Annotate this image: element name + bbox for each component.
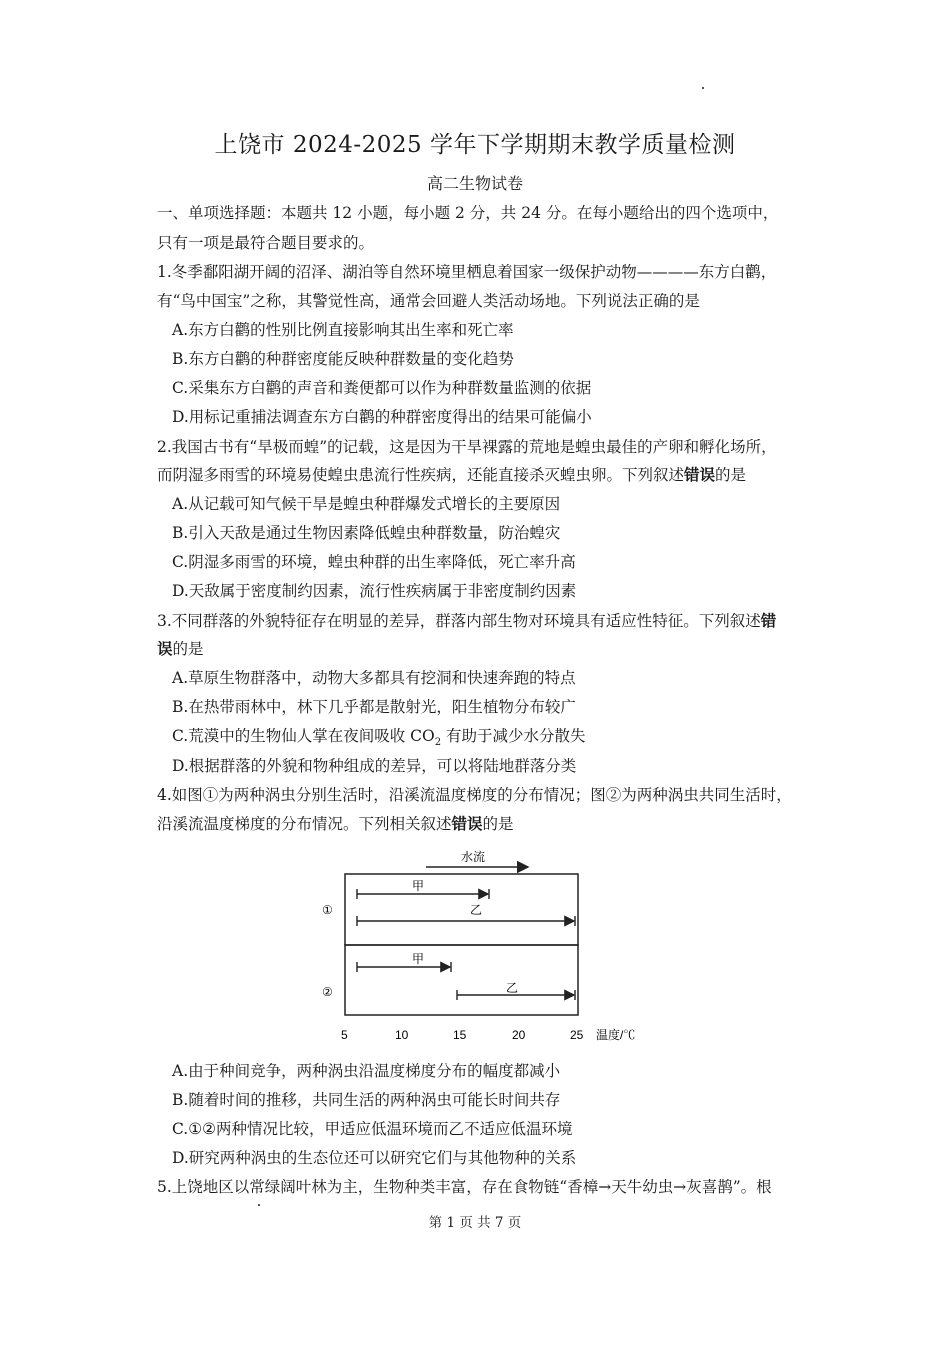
q3-option-d: D.根据群落的外貌和物种组成的差异，可以将陆地群落分类 <box>172 757 577 775</box>
q4-stem-text: 沿溪流温度梯度的分布情况。下列相关叙述 <box>157 815 452 833</box>
flatworm-distribution-figure <box>300 840 650 1045</box>
q4-stem-line2 <box>157 812 810 834</box>
tick-20: 20 <box>512 1028 526 1042</box>
q2-stem-tail: 的是 <box>715 466 747 484</box>
q3-option-c <box>172 724 810 748</box>
q1-option-d: D.用标记重捕法调查东方白鹳的种群密度得出的结果可能偏小 <box>172 408 592 426</box>
q1-stem-line2: 有“鸟中国宝”之称，其警觉性高，通常会回避人类活动场地。下列说法正确的是 <box>157 292 700 310</box>
row-label-2: ② <box>322 985 333 999</box>
q2-option-a: A.从记载可知气候干旱是蝗虫种群爆发式增长的主要原因 <box>172 495 561 513</box>
q1-option-c: C.采集东方白鹳的声音和粪便都可以作为种群数量监测的依据 <box>172 379 592 397</box>
q3-stem-text: 3.不同群落的外貌特征存在明显的差异，群落内部生物对环境具有适应性特征。下列叙述 <box>157 612 761 630</box>
q4-option-b: B.随着时间的推移，共同生活的两种涡虫可能长时间共存 <box>172 1091 561 1109</box>
tick-5: 5 <box>341 1028 348 1042</box>
q2-option-d: D.天敌属于密度制约因素，流行性疾病属于非密度制约因素 <box>172 582 577 600</box>
q3-option-c-subscript: 2 <box>434 737 442 749</box>
q2-stem-text: 而阴湿多雨雪的环境易使蝗虫患流行性疾病，还能直接杀灭蝗虫卵。下列叙述 <box>157 466 685 484</box>
tick-15: 15 <box>453 1028 467 1042</box>
axis-label: 温度/℃ <box>596 1028 636 1042</box>
q2-emphasis: 错误 <box>684 465 716 484</box>
flow-label: 水流 <box>461 850 486 864</box>
q4-emphasis: 错误 <box>451 814 483 833</box>
q4-option-a: A.由于种间竞争，两种涡虫沿温度梯度分布的幅度都减小 <box>172 1062 561 1080</box>
q3-emphasis-1: 错 <box>760 611 777 630</box>
q2-option-b: B.引入天敌是通过生物因素降低蝗虫种群数量，防治蝗灾 <box>172 524 561 542</box>
q4-stem-line1: 4.如图①为两种涡虫分别生活时，沿溪流温度梯度的分布情况；图②为两种涡虫共同生活时， <box>157 786 792 804</box>
page-title: 上饶市 2024-2025 学年下学期期末教学质量检测 <box>214 132 736 158</box>
scan-speck <box>702 87 704 89</box>
q2-stem-line2 <box>157 463 810 485</box>
page-footer: 第 1 页 共 7 页 <box>428 1215 522 1231</box>
q4-option-d: D.研究两种涡虫的生态位还可以研究它们与其他物种的关系 <box>172 1149 577 1167</box>
section-instructions-line2: 只有一项是最符合题目要求的。 <box>157 234 375 252</box>
q2-stem-line1: 2.我国古书有“旱极而蝗”的记载，这是因为干旱裸露的荒地是蝗虫最佳的产卵和孵化场所， <box>157 438 777 456</box>
q3-option-c-tail: 有助于减少水分散失 <box>441 727 586 745</box>
q3-stem-line1 <box>157 609 810 631</box>
page-subtitle: 高二生物试卷 <box>426 174 523 193</box>
q1-option-b: B.东方白鹳的种群密度能反映种群数量的变化趋势 <box>172 350 514 368</box>
q1-stem-line1: 1.冬季鄱阳湖开阔的沼泽、湖泊等自然环境里栖息着国家一级保护动物————东方白鹳， <box>157 263 777 281</box>
panel-1-species-a-label: 甲 <box>412 879 425 893</box>
row-label-1: ① <box>322 903 333 917</box>
q1-option-a: A.东方白鹳的性别比例直接影响其出生率和死亡率 <box>172 321 514 339</box>
q3-option-a: A.草原生物群落中，动物大多都具有挖洞和快速奔跑的特点 <box>172 669 576 687</box>
tick-25: 25 <box>570 1028 584 1042</box>
panel-1-box <box>345 874 578 945</box>
q5-stem-line1: 5.上饶地区以常绿阔叶林为主，生物种类丰富，存在食物链“香樟→天牛幼虫→灰喜鹊”。根 <box>157 1178 772 1196</box>
panel-2-box <box>345 945 578 1015</box>
tick-10: 10 <box>395 1028 409 1042</box>
panel-2-species-b-label: 乙 <box>506 981 519 995</box>
q3-emphasis-2: 误 <box>157 639 173 658</box>
q2-option-c: C.阴湿多雨雪的环境，蝗虫种群的出生率降低，死亡率升高 <box>172 553 576 571</box>
q4-stem-tail: 的是 <box>482 815 514 833</box>
scan-speck <box>258 1204 260 1206</box>
q3-option-c-text: C.荒漠中的生物仙人掌在夜间吸收 CO <box>172 727 435 745</box>
panel-2-species-a-label: 甲 <box>412 952 425 966</box>
section-instructions-line1: 一、单项选择题：本题共 12 小题，每小题 2 分，共 24 分。在每小题给出的四个选项中， <box>157 204 779 222</box>
q3-option-b: B.在热带雨林中，林下几乎都是散射光，阳生植物分布较广 <box>172 698 576 716</box>
panel-1-species-b-label: 乙 <box>470 903 483 917</box>
q4-option-c: C.①②两种情况比较，甲适应低温环境而乙不适应低温环境 <box>172 1120 573 1138</box>
q3-stem-line2 <box>157 637 810 659</box>
q3-stem-tail: 的是 <box>172 640 204 658</box>
